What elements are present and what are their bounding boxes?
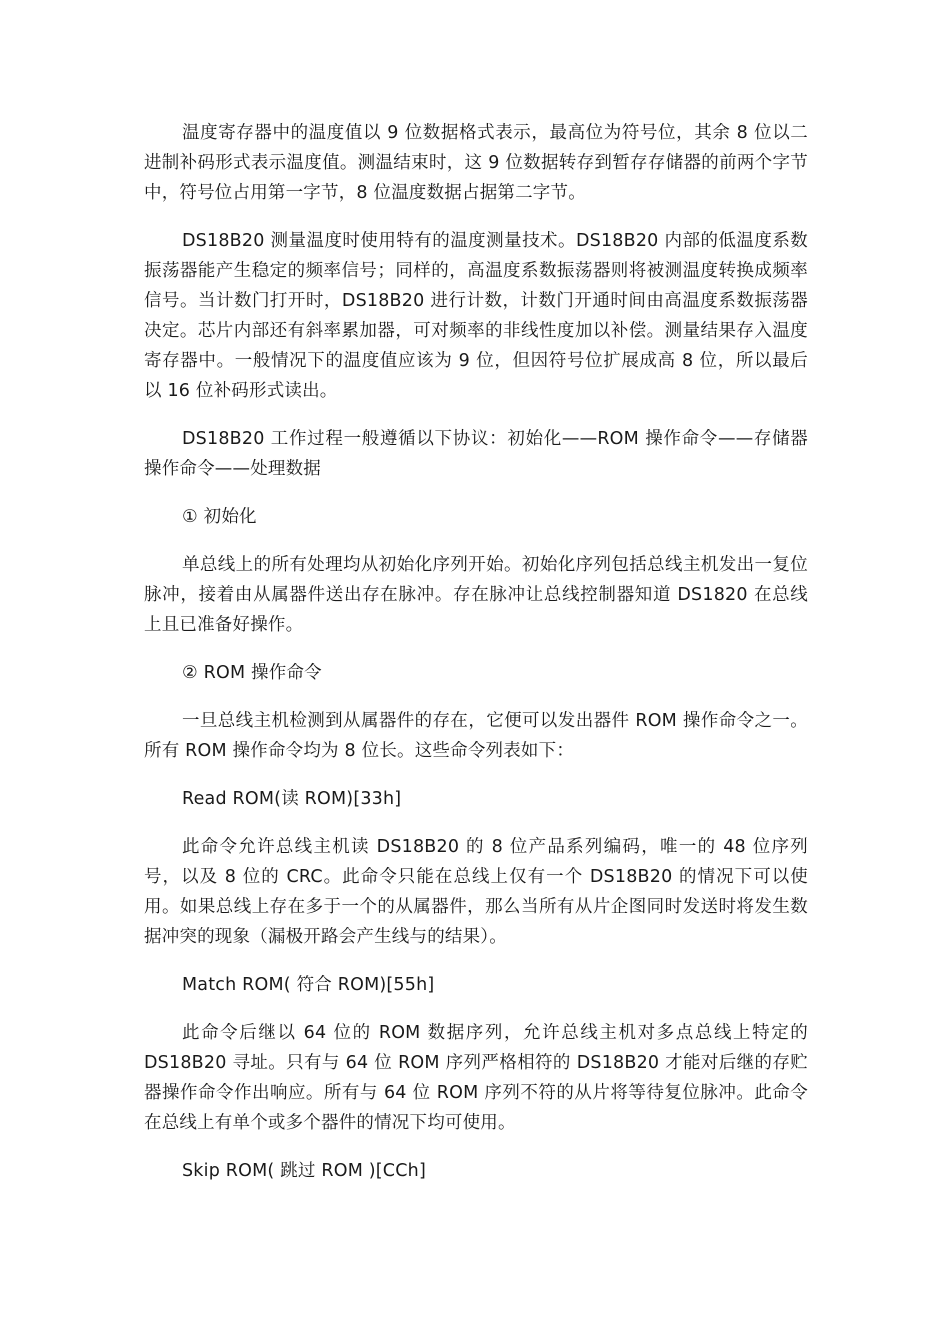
heading-skip-rom: Skip ROM( 跳过 ROM )[CCh] [182,1161,426,1181]
paragraph-rom-commands: 一旦总线主机检测到从属器件的存在，它便可以发出器件 ROM 操作命令之一。所有 ROM 操作命令均为 8 位长。这些命令列表如下： [144,711,808,761]
paragraph-read-rom: 此命令允许总线主机读 DS18B20 的 8 位产品系列编码，唯一的 48 位序列号，以及 8 位的 CRC。此命令只能在总线上仅有一个 DS18B20 的情况下可以使用。如果总线上存在多于一个的从属器件，那么当所有从片企图同时发送时将发生数据冲突的现象（漏极开路会产生线与的结果）。 [144,837,808,947]
heading-rom-commands: ② ROM 操作命令 [182,663,322,683]
heading-read-rom: Read ROM(读 ROM)[33h] [182,789,402,809]
paragraph-protocol: DS18B20 工作过程一般遵循以下协议：初始化——ROM 操作命令——存储器操作命令——处理数据 [144,429,808,479]
document-page [144,118,808,1204]
heading-initialization: ① 初始化 [182,507,257,527]
paragraph-measurement-technique: DS18B20 测量温度时使用特有的温度测量技术。DS18B20 内部的低温度系数振荡器能产生稳定的频率信号；同样的，高温度系数振荡器则将被测温度转换成频率信号。当计数门打开时，DS18B20 进行计数，计数门开通时间由高温度系数振荡器决定。芯片内部还有斜率累加器，可对频率的非线性度加以补偿。测量结果存入温度寄存器中。一般情况下的温度值应该为 9 位，但因符号位扩展成高 8 位，所以最后以 16 位补码形式读出。 [144,231,808,401]
paragraph-match-rom: 此命令后继以 64 位的 ROM 数据序列，允许总线主机对多点总线上特定的 DS18B20 寻址。只有与 64 位 ROM 序列严格相符的 DS18B20 才能对后继的存贮器操作命令作出响应。所有与 64 位 ROM 序列不符的从片将等待复位脉冲。此命令在总线上有单个或多个器件的情况下均可使用。 [144,1023,808,1133]
paragraph-temperature-register: 温度寄存器中的温度值以 9 位数据格式表示，最高位为符号位，其余 8 位以二进制补码形式表示温度值。测温结束时，这 9 位数据转存到暂存存储器的前两个字节中，符号位占用第一字节，8 位温度数据占据第二字节。 [144,123,808,203]
paragraph-initialization: 单总线上的所有处理均从初始化序列开始。初始化序列包括总线主机发出一复位脉冲，接着由从属器件送出存在脉冲。存在脉冲让总线控制器知道 DS1820 在总线上且已准备好操作。 [144,555,808,635]
heading-match-rom: Match ROM( 符合 ROM)[55h] [182,975,435,995]
